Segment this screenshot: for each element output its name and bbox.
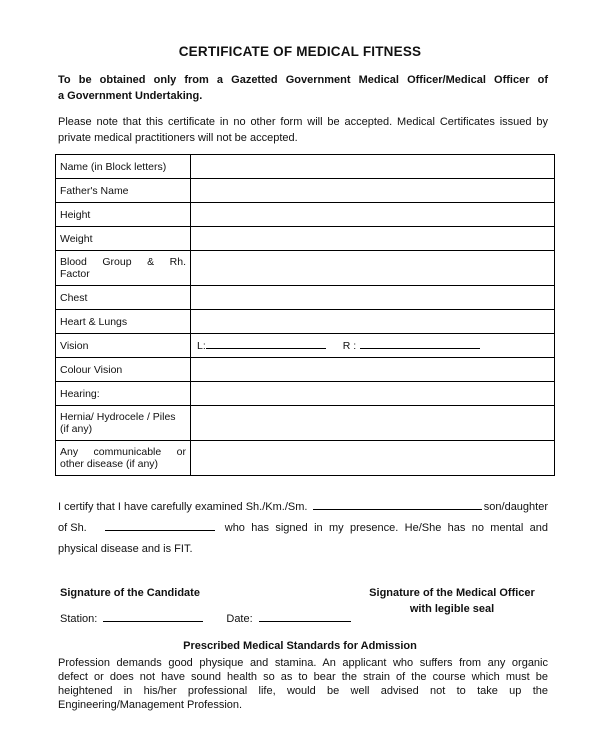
- medical-details-table: [55, 154, 555, 476]
- table-row: [56, 358, 555, 382]
- officer-signature-line-2: with legible seal: [409, 603, 495, 615]
- row-label-colour-vision: Colour Vision: [56, 358, 191, 382]
- candidate-signature-label: Signature of the Candidate: [60, 587, 200, 599]
- standards-line-2: defect or does not have sound health so as to bear the strain of the course which must be: [58, 671, 548, 683]
- table-row: [56, 227, 555, 251]
- hernia-label-line-1: Hernia/ Hydrocele / Piles: [60, 411, 176, 423]
- row-label-chest: Chest: [56, 286, 191, 310]
- row-label-blood-group: [56, 251, 191, 286]
- certify-line-3: physical disease and is FIT.: [58, 543, 193, 555]
- table-row: [56, 286, 555, 310]
- certify-line-1-end: son/daughter: [483, 501, 548, 513]
- intro-line-2: a Government Undertaking.: [58, 90, 203, 102]
- note-text: [58, 114, 548, 146]
- communicable-label-line-1: Any communicable or: [60, 446, 186, 458]
- date-blank[interactable]: [259, 610, 351, 622]
- vision-left-blank[interactable]: [206, 348, 326, 349]
- certify-line-2-start: of Sh.: [58, 522, 87, 534]
- intro-text: [58, 72, 548, 104]
- certify-line-2: [58, 518, 548, 539]
- blood-group-label-line-2: Factor: [60, 268, 90, 280]
- officer-signature-line-1: Signature of the Medical Officer: [369, 587, 535, 599]
- row-label-fathers-name: Father's Name: [56, 179, 191, 203]
- hernia-label-line-2: (if any): [60, 423, 93, 435]
- chest-field[interactable]: [191, 286, 555, 310]
- guardian-name-blank[interactable]: [105, 518, 215, 531]
- station-label: Station:: [60, 613, 98, 625]
- row-label-height: Height: [56, 203, 191, 227]
- candidate-name-blank[interactable]: [313, 497, 481, 510]
- standards-heading: Prescribed Medical Standards for Admission: [183, 640, 417, 652]
- row-label-hernia: [56, 406, 191, 441]
- name-field[interactable]: [191, 155, 555, 179]
- certify-line-1-start: I certify that I have carefully examined Sh./Km./Sm.: [58, 501, 308, 513]
- standards-line-3: heightened in his/her professional life, would be well advised not to take up the: [58, 685, 548, 697]
- page-title: CERTIFICATE OF MEDICAL FITNESS: [178, 44, 422, 59]
- standards-line-1: Profession demands good physique and stamina. An applicant who suffers from any organic: [58, 657, 548, 669]
- vision-right-blank[interactable]: [360, 348, 480, 349]
- station-blank[interactable]: [103, 610, 203, 622]
- row-label-vision: Vision: [56, 334, 191, 358]
- weight-field[interactable]: [191, 227, 555, 251]
- table-row: [56, 441, 555, 476]
- standards-text: [58, 656, 548, 712]
- row-label-heart-lungs: Heart & Lungs: [56, 310, 191, 334]
- vision-field[interactable]: [191, 334, 555, 358]
- communicable-label-line-2: other disease (if any): [60, 458, 159, 470]
- table-row: [56, 334, 555, 358]
- heart-lungs-field[interactable]: [191, 310, 555, 334]
- row-label-communicable-disease: [56, 441, 191, 476]
- blood-group-field[interactable]: [191, 251, 555, 286]
- hearing-field[interactable]: [191, 382, 555, 406]
- communicable-disease-field[interactable]: [191, 441, 555, 476]
- hernia-field[interactable]: [191, 406, 555, 441]
- table-row: [56, 155, 555, 179]
- table-row: [56, 203, 555, 227]
- row-label-hearing: Hearing:: [56, 382, 191, 406]
- row-label-name: Name (in Block letters): [56, 155, 191, 179]
- row-label-weight: Weight: [56, 227, 191, 251]
- fathers-name-field[interactable]: [191, 179, 555, 203]
- note-line-1: Please note that this certificate in no other form will be accepted. Medical Certificates issued by: [58, 116, 548, 128]
- table-row: [56, 406, 555, 441]
- table-row: [56, 310, 555, 334]
- note-line-2: private medical practitioners will not be accepted.: [58, 132, 298, 144]
- table-row: [56, 251, 555, 286]
- vision-left-prefix: L:: [197, 339, 206, 352]
- blood-group-label-line-1: Blood Group & Rh.: [60, 256, 186, 268]
- standards-line-4: Engineering/Management Profession.: [58, 699, 243, 711]
- table-row: [56, 179, 555, 203]
- certification-statement: [58, 497, 548, 560]
- date-label: Date:: [226, 613, 253, 625]
- certify-line-1: [58, 497, 548, 518]
- height-field[interactable]: [191, 203, 555, 227]
- table-row: [56, 382, 555, 406]
- medical-officer-signature-label: [340, 585, 564, 617]
- intro-line-1: To be obtained only from a Gazetted Government Medical Officer/Medical Officer of: [58, 74, 548, 86]
- vision-right-prefix: R :: [342, 339, 357, 352]
- colour-vision-field[interactable]: [191, 358, 555, 382]
- station-date-line: [60, 610, 351, 627]
- certify-line-2-end: who has signed in my presence. He/She has no mental and: [224, 522, 548, 534]
